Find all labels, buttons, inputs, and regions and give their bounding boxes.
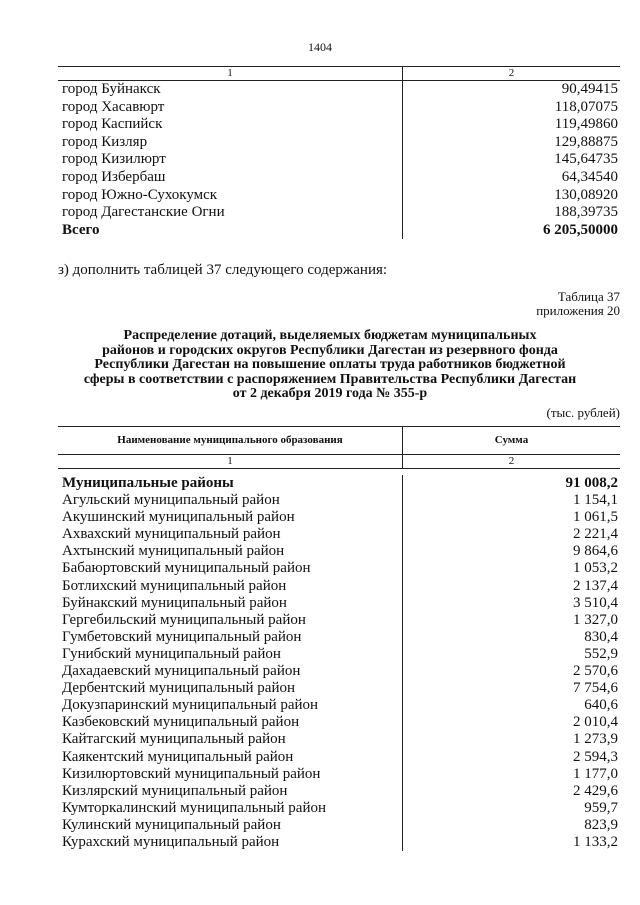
row-name: город Избербаш: [62, 168, 166, 185]
row-name: город Кизляр: [62, 133, 148, 150]
row-value: 64,34540: [402, 169, 620, 187]
table-body: [58, 469, 620, 851]
row-value: 129,88875: [402, 134, 620, 152]
header-sum: Сумма: [402, 427, 620, 454]
row-value: 130,08920: [402, 187, 620, 205]
table-row: [58, 81, 620, 99]
header-name: Наименование муниципального образования: [117, 434, 343, 446]
table-row: [58, 116, 620, 134]
title-line: Республики Дагестан на повышение оплаты труда работников бюджетной: [94, 357, 566, 372]
table-row: [58, 680, 620, 697]
row-value: 1 053,2: [402, 560, 620, 577]
page-number: 1404: [308, 40, 332, 54]
row-value: 552,9: [402, 646, 620, 663]
row-value: 959,7: [402, 800, 620, 817]
row-name: Кайтагский муниципальный район: [62, 731, 286, 748]
table-row: [58, 749, 620, 766]
district-subsidy-table: [58, 426, 620, 851]
table-row: [58, 204, 620, 222]
table-row: [58, 697, 620, 714]
row-name: Акушинский муниципальный район: [62, 509, 295, 526]
row-name: Казбековский муниципальный район: [62, 714, 300, 731]
table-row: [58, 99, 620, 117]
title-line: от 2 декабря 2019 года № 355-р: [232, 386, 428, 401]
table-caption: [536, 290, 620, 318]
table-row: [58, 629, 620, 646]
row-name: Дахадаевский муниципальный район: [62, 663, 301, 680]
title-line: Распределение дотаций, выделяемых бюджетам муниципальных: [123, 328, 537, 343]
row-value: 2 221,4: [402, 526, 620, 543]
table-row: [58, 134, 620, 152]
row-value: 118,07075: [402, 99, 620, 117]
row-name: Кизилюртовский муниципальный район: [62, 765, 321, 782]
row-name: Кизлярский муниципальный район: [62, 782, 288, 799]
row-value: 830,4: [402, 629, 620, 646]
row-name: Ботлихский муниципальный район: [62, 577, 287, 594]
row-name: город Кизилюрт: [62, 151, 166, 168]
table-row: [58, 714, 620, 731]
row-value: 3 510,4: [402, 595, 620, 612]
table-row: [58, 151, 620, 169]
column-number-1: 1: [227, 455, 233, 467]
table-caption-appendix: приложения 20: [536, 303, 620, 318]
table-title: [40, 329, 620, 402]
row-name: Кулинский муниципальный район: [62, 816, 281, 833]
row-name: Докузпаринский муниципальный район: [62, 697, 319, 714]
row-value: 188,39735: [402, 204, 620, 222]
table-row: [58, 543, 620, 560]
table-row: [58, 646, 620, 663]
row-value: 1 177,0: [402, 766, 620, 783]
table-row: [58, 817, 620, 834]
table-row: [58, 783, 620, 800]
city-subsidy-table: [58, 66, 620, 239]
amendment-paragraph: з) дополнить таблицей 37 следующего содержания:: [58, 262, 388, 278]
column-number-row: [58, 67, 620, 81]
row-name: Всего: [62, 221, 100, 238]
table-row: [58, 526, 620, 543]
column-number-1: 1: [227, 67, 233, 79]
row-value: 1 273,9: [402, 731, 620, 748]
table-row: [58, 560, 620, 577]
row-value: 7 754,6: [402, 680, 620, 697]
table-row: [58, 766, 620, 783]
row-name: Гергебильский муниципальный район: [62, 611, 306, 628]
row-name: город Каспийск: [62, 116, 163, 133]
table-row: [58, 169, 620, 187]
row-name: Гумбетовский муниципальный район: [62, 628, 302, 645]
row-name: Ахвахский муниципальный район: [62, 526, 281, 543]
table-row: [58, 731, 620, 748]
row-name: Гунибский муниципальный район: [62, 645, 281, 662]
table-body: [58, 81, 620, 239]
row-value: 6 205,50000: [402, 222, 620, 240]
row-value: 119,49860: [402, 116, 620, 134]
row-name: Дербентский муниципальный район: [62, 680, 296, 697]
total-row: [58, 222, 620, 240]
column-number-2: 2: [402, 67, 620, 80]
table-row: [58, 578, 620, 595]
row-value: 9 864,6: [402, 543, 620, 560]
row-name: город Дагестанские Огни: [62, 204, 225, 221]
table-row: [58, 187, 620, 205]
table-row: [58, 800, 620, 817]
table-row: [58, 663, 620, 680]
row-value: 1 133,2: [402, 834, 620, 851]
row-name: Курахский муниципальный район: [62, 833, 280, 850]
group-row: [58, 475, 620, 492]
row-value: 2 137,4: [402, 578, 620, 595]
column-number-row: [58, 455, 620, 469]
row-name: город Хасавюрт: [62, 98, 165, 115]
table-row: [58, 509, 620, 526]
table-row: [58, 595, 620, 612]
row-name: город Буйнакск: [62, 81, 161, 97]
row-value: 2 010,4: [402, 714, 620, 731]
table-row: [58, 492, 620, 509]
row-name: Буйнакский муниципальный район: [62, 594, 287, 611]
column-number-2: 2: [402, 455, 620, 468]
row-value: 823,9: [402, 817, 620, 834]
row-value: 1 154,1: [402, 492, 620, 509]
title-line: сферы в соответствии с распоряжением Правительства Республики Дагестан: [83, 371, 577, 387]
row-name: Каякентский муниципальный район: [62, 748, 294, 765]
row-name: Кумторкалинский муниципальный район: [62, 799, 327, 816]
row-value: 2 570,6: [402, 663, 620, 680]
header-row: [58, 427, 620, 455]
row-name: Муниципальные районы: [62, 475, 234, 491]
row-value: 90,49415: [402, 81, 620, 99]
title-line: районов и городских округов Республики Дагестан из резервного фонда: [102, 342, 558, 358]
table-caption-number: Таблица 37: [557, 289, 620, 304]
row-value: 1 327,0: [402, 612, 620, 629]
row-name: Бабаюртовский муниципальный район: [62, 560, 311, 577]
row-name: Агульский муниципальный район: [62, 492, 280, 509]
row-value: 1 061,5: [402, 509, 620, 526]
row-value: 91 008,2: [402, 475, 620, 492]
row-value: 2 594,3: [402, 749, 620, 766]
table-row: [58, 834, 620, 851]
table-row: [58, 612, 620, 629]
row-name: Ахтынский муниципальный район: [62, 543, 285, 560]
row-value: 640,6: [402, 697, 620, 714]
row-name: город Южно-Сухокумск: [62, 186, 218, 203]
row-value: 145,64735: [402, 151, 620, 169]
row-value: 2 429,6: [402, 783, 620, 800]
units-label: (тыс. рублей): [546, 405, 620, 420]
